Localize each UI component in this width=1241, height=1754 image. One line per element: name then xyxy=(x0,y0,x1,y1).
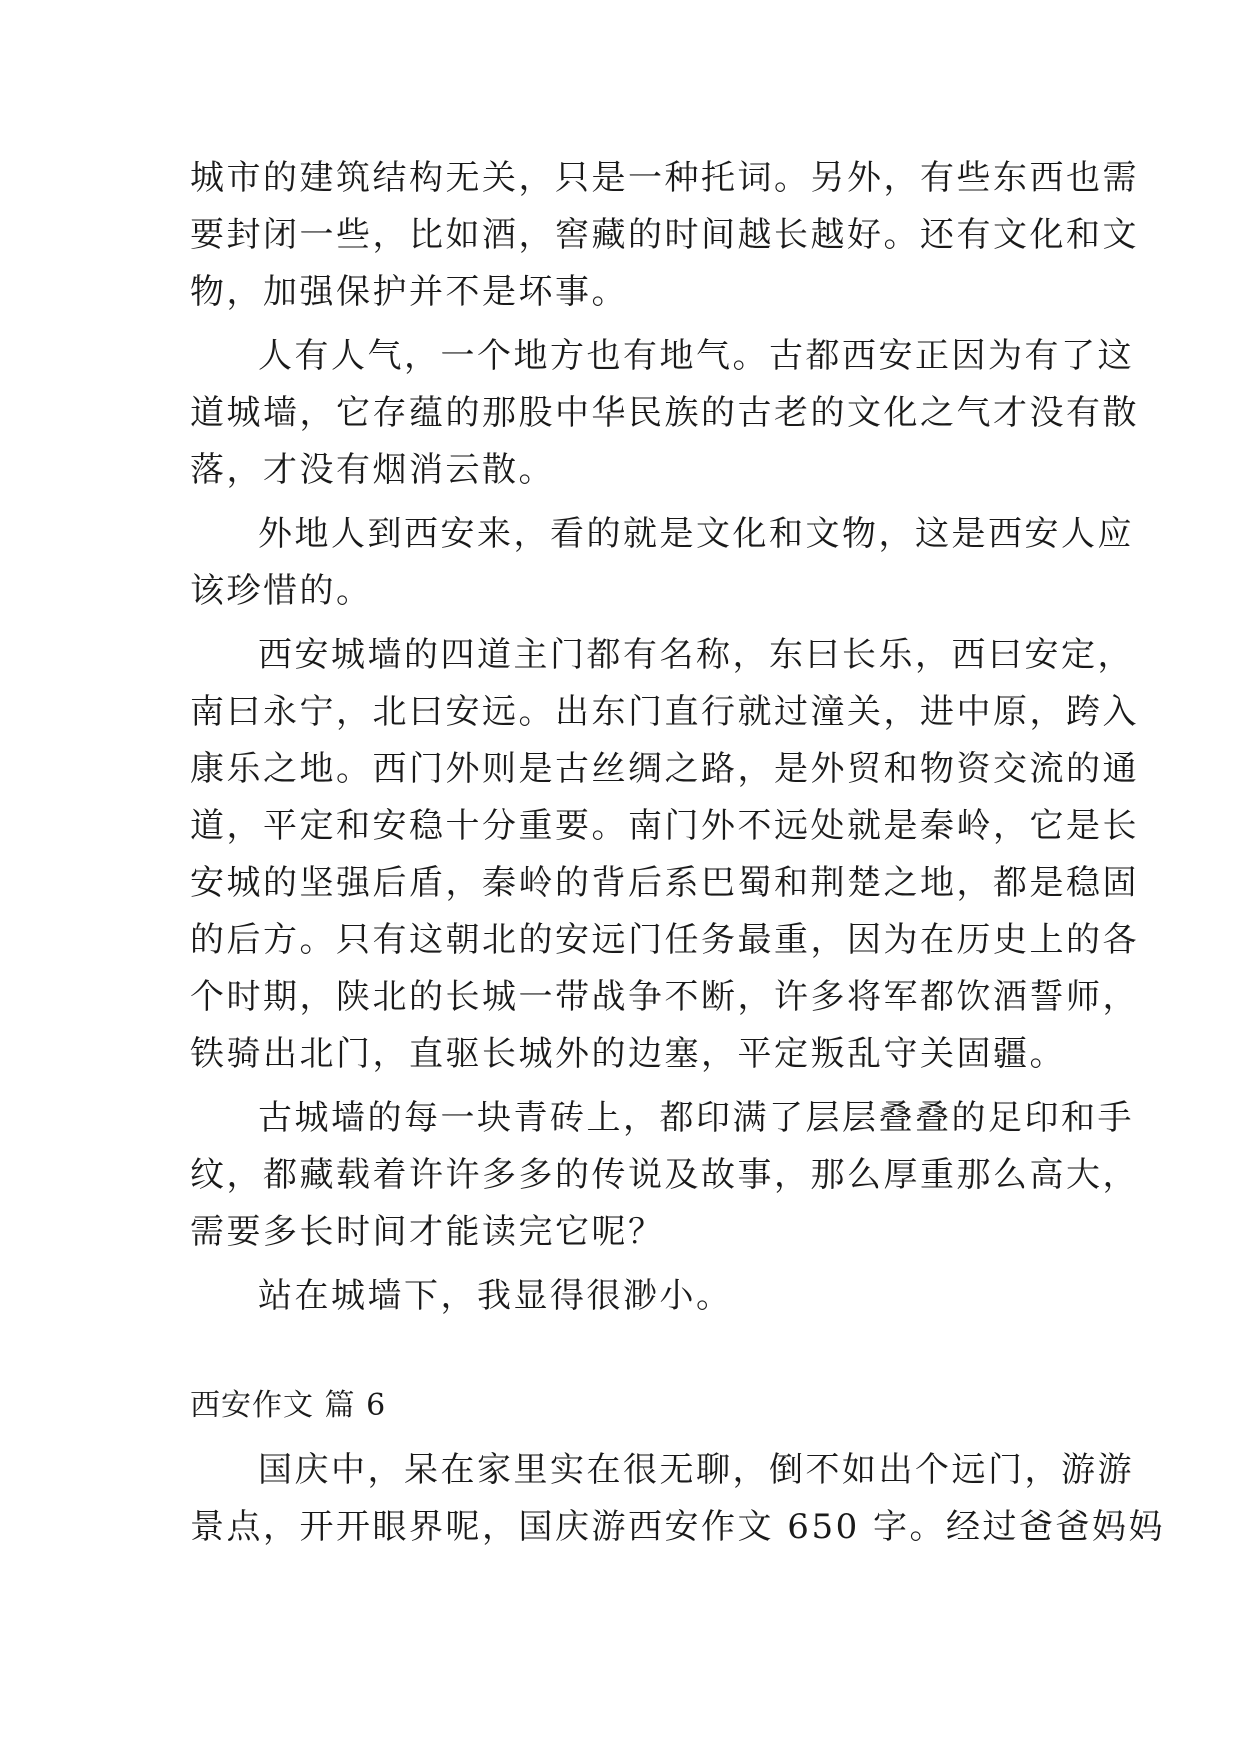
paragraph-line: 古城墙的每一块青砖上，都印满了层层叠叠的足印和手 xyxy=(258,1098,1134,1138)
paragraph-line: 物，加强保护并不是坏事。 xyxy=(190,272,628,312)
section-heading: 西安作文 篇 6 xyxy=(190,1388,387,1423)
paragraph-line: 康乐之地。西门外则是古丝绸之路，是外贸和物资交流的通 xyxy=(190,749,1139,789)
paragraph-line: 国庆中，呆在家里实在很无聊，倒不如出个远门，游游 xyxy=(258,1450,1134,1490)
paragraph-line: 城市的建筑结构无关，只是一种托词。另外，有些东西也需 xyxy=(190,158,1139,198)
paragraph-line: 要封闭一些，比如酒，窖藏的时间越长越好。还有文化和文 xyxy=(190,215,1139,255)
paragraph-line: 铁骑出北门，直驱长城外的边塞，平定叛乱守关固疆。 xyxy=(190,1034,1066,1074)
paragraph-line: 外地人到西安来，看的就是文化和文物，这是西安人应 xyxy=(258,514,1134,554)
paragraph-line: 的后方。只有这朝北的安远门任务最重，因为在历史上的各 xyxy=(190,920,1139,960)
paragraph-line: 安城的坚强后盾，秦岭的背后系巴蜀和荆楚之地，都是稳固 xyxy=(190,863,1139,903)
paragraph-line: 该珍惜的。 xyxy=(190,571,373,611)
paragraph-line: 落，才没有烟消云散。 xyxy=(190,450,555,490)
paragraph-line: 道，平定和安稳十分重要。南门外不远处就是秦岭，它是长 xyxy=(190,806,1139,846)
paragraph-line: 站在城墙下，我显得很渺小。 xyxy=(258,1276,733,1316)
paragraph-line: 个时期，陕北的长城一带战争不断，许多将军都饮酒誓师， xyxy=(190,977,1139,1017)
paragraph-line: 道城墙，它存蕴的那股中华民族的古老的文化之气才没有散 xyxy=(190,393,1139,433)
paragraph-line: 纹，都藏载着许许多多的传说及故事，那么厚重那么高大， xyxy=(190,1155,1139,1195)
paragraph-line: 景点，开开眼界呢，国庆游西安作文 650 字。经过爸爸妈妈 xyxy=(190,1507,1166,1547)
paragraph-line: 需要多长时间才能读完它呢？ xyxy=(190,1212,665,1252)
paragraph-line: 西安城墙的四道主门都有名称，东曰长乐，西曰安定， xyxy=(258,635,1134,675)
paragraph-line: 南曰永宁，北曰安远。出东门直行就过潼关，进中原，跨入 xyxy=(190,692,1139,732)
paragraph-line: 人有人气，一个地方也有地气。古都西安正因为有了这 xyxy=(258,336,1134,376)
